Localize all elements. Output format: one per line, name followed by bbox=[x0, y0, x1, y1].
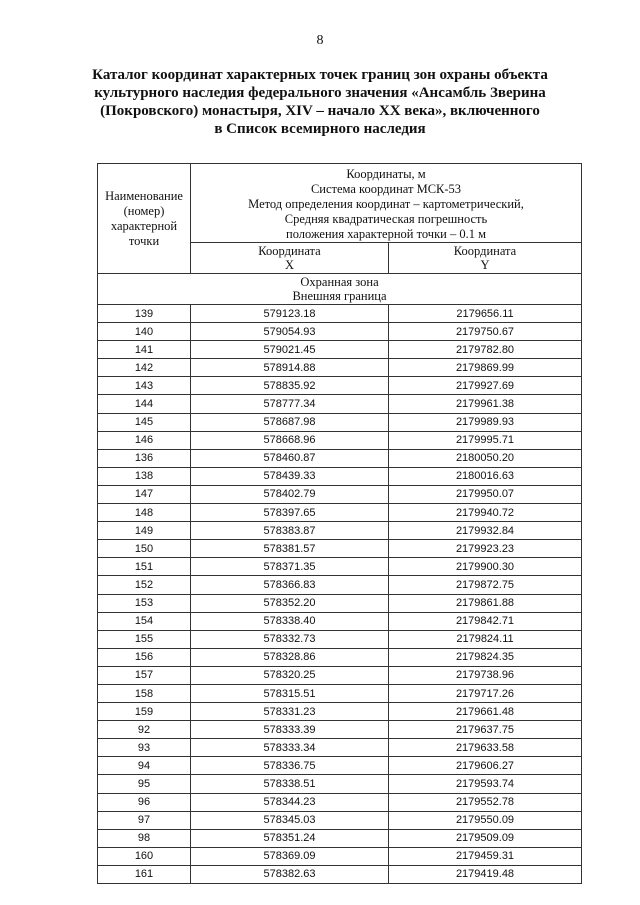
point-number-cell: 139 bbox=[98, 305, 191, 323]
point-number-cell: 138 bbox=[98, 467, 191, 485]
x-coordinate-cell: 578336.75 bbox=[191, 757, 389, 775]
table-row bbox=[98, 413, 582, 431]
y-coordinate-cell: 2179861.88 bbox=[389, 594, 582, 612]
point-number-cell: 144 bbox=[98, 395, 191, 413]
table-row bbox=[98, 739, 582, 757]
x-coordinate-cell: 578687.98 bbox=[191, 413, 389, 431]
point-name-header bbox=[98, 164, 191, 274]
y-coordinate-cell: 2179872.75 bbox=[389, 576, 582, 594]
x-coordinate-cell: 578397.65 bbox=[191, 504, 389, 522]
table-row bbox=[98, 377, 582, 395]
x-coordinate-cell: 578366.83 bbox=[191, 576, 389, 594]
point-number-cell: 148 bbox=[98, 504, 191, 522]
y-coordinate-cell: 2179738.96 bbox=[389, 666, 582, 684]
x-coordinate-cell: 578320.25 bbox=[191, 666, 389, 684]
table-row bbox=[98, 431, 582, 449]
y-coordinate-cell: 2180016.63 bbox=[389, 467, 582, 485]
x-coordinate-cell: 578668.96 bbox=[191, 431, 389, 449]
table-row bbox=[98, 666, 582, 684]
header-line: (номер) bbox=[123, 203, 165, 218]
table-row bbox=[98, 359, 582, 377]
table-row bbox=[98, 612, 582, 630]
point-number-cell: 153 bbox=[98, 594, 191, 612]
point-number-cell: 150 bbox=[98, 540, 191, 558]
header-line: Координата bbox=[453, 244, 517, 258]
y-coordinate-cell: 2179927.69 bbox=[389, 377, 582, 395]
y-coordinate-cell: 2179782.80 bbox=[389, 341, 582, 359]
point-number-cell: 95 bbox=[98, 775, 191, 793]
y-coordinate-cell: 2179989.93 bbox=[389, 413, 582, 431]
y-coordinate-cell: 2179637.75 bbox=[389, 721, 582, 739]
x-coordinate-cell: 578338.40 bbox=[191, 612, 389, 630]
header-line: Y bbox=[480, 258, 490, 272]
y-coordinate-cell: 2179950.07 bbox=[389, 485, 582, 503]
y-coordinate-cell: 2179824.11 bbox=[389, 630, 582, 648]
y-coordinate-cell: 2179717.26 bbox=[389, 684, 582, 702]
y-coordinate-cell: 2179593.74 bbox=[389, 775, 582, 793]
point-number-cell: 143 bbox=[98, 377, 191, 395]
header-line: характерной bbox=[110, 218, 178, 233]
y-coordinate-cell: 2179552.78 bbox=[389, 793, 582, 811]
y-coordinate-cell: 2179940.72 bbox=[389, 504, 582, 522]
coordinates-table bbox=[97, 163, 582, 884]
point-number-cell: 161 bbox=[98, 865, 191, 883]
title-line: культурного наследия федерального значения «Ансамбль Зверина bbox=[94, 85, 546, 101]
x-coordinate-cell: 578460.87 bbox=[191, 449, 389, 467]
x-coordinate-cell: 578344.23 bbox=[191, 793, 389, 811]
y-coordinate-cell: 2179995.71 bbox=[389, 431, 582, 449]
point-number-cell: 142 bbox=[98, 359, 191, 377]
x-coordinate-cell: 578381.57 bbox=[191, 540, 389, 558]
table-header-row bbox=[98, 164, 582, 243]
table-row bbox=[98, 703, 582, 721]
table-row bbox=[98, 630, 582, 648]
y-coordinate-cell: 2179842.71 bbox=[389, 612, 582, 630]
x-coordinate-cell: 578371.35 bbox=[191, 558, 389, 576]
zone-section-header bbox=[98, 274, 582, 305]
point-number-cell: 152 bbox=[98, 576, 191, 594]
point-number-cell: 156 bbox=[98, 648, 191, 666]
title-line: (Покровского) монастыря, XIV – начало XX века», включенного bbox=[100, 103, 540, 119]
y-column-header bbox=[389, 243, 582, 274]
x-coordinate-cell: 578345.03 bbox=[191, 811, 389, 829]
x-coordinate-cell: 578402.79 bbox=[191, 485, 389, 503]
x-coordinate-cell: 578382.63 bbox=[191, 865, 389, 883]
title-line: Каталог координат характерных точек границ зон охраны объекта bbox=[92, 67, 548, 83]
x-coordinate-cell: 578777.34 bbox=[191, 395, 389, 413]
y-coordinate-cell: 2179869.99 bbox=[389, 359, 582, 377]
y-coordinate-cell: 2179661.48 bbox=[389, 703, 582, 721]
header-line: Система координат МСК-53 bbox=[310, 181, 462, 196]
table-row bbox=[98, 684, 582, 702]
table-row bbox=[98, 558, 582, 576]
x-coordinate-cell: 578835.92 bbox=[191, 377, 389, 395]
table-row bbox=[98, 775, 582, 793]
point-number-cell: 151 bbox=[98, 558, 191, 576]
x-coordinate-cell: 578333.34 bbox=[191, 739, 389, 757]
x-coordinate-cell: 578338.51 bbox=[191, 775, 389, 793]
x-coordinate-cell: 578369.09 bbox=[191, 847, 389, 865]
point-number-cell: 154 bbox=[98, 612, 191, 630]
point-number-cell: 158 bbox=[98, 684, 191, 702]
table-row bbox=[98, 504, 582, 522]
table-row bbox=[98, 829, 582, 847]
table-row bbox=[98, 648, 582, 666]
table-row bbox=[98, 757, 582, 775]
table-row bbox=[98, 485, 582, 503]
x-coordinate-cell: 578439.33 bbox=[191, 467, 389, 485]
y-coordinate-cell: 2180050.20 bbox=[389, 449, 582, 467]
header-line: Координаты, м bbox=[346, 166, 426, 181]
point-number-cell: 159 bbox=[98, 703, 191, 721]
point-number-cell: 146 bbox=[98, 431, 191, 449]
table-row bbox=[98, 721, 582, 739]
y-coordinate-cell: 2179961.38 bbox=[389, 395, 582, 413]
table-row bbox=[98, 811, 582, 829]
point-number-cell: 92 bbox=[98, 721, 191, 739]
y-coordinate-cell: 2179656.11 bbox=[389, 305, 582, 323]
point-number-cell: 155 bbox=[98, 630, 191, 648]
x-coordinate-cell: 578331.23 bbox=[191, 703, 389, 721]
table-row bbox=[98, 865, 582, 883]
y-coordinate-cell: 2179550.09 bbox=[389, 811, 582, 829]
table-row bbox=[98, 323, 582, 341]
point-number-cell: 93 bbox=[98, 739, 191, 757]
y-coordinate-cell: 2179459.31 bbox=[389, 847, 582, 865]
point-number-cell: 141 bbox=[98, 341, 191, 359]
table-row bbox=[98, 793, 582, 811]
header-line: точки bbox=[128, 233, 160, 248]
header-line: Наименование bbox=[105, 188, 183, 203]
point-number-cell: 97 bbox=[98, 811, 191, 829]
y-coordinate-cell: 2179419.48 bbox=[389, 865, 582, 883]
x-coordinate-cell: 578351.24 bbox=[191, 829, 389, 847]
x-coordinate-cell: 578315.51 bbox=[191, 684, 389, 702]
point-number-cell: 157 bbox=[98, 666, 191, 684]
y-coordinate-cell: 2179633.58 bbox=[389, 739, 582, 757]
point-number-cell: 147 bbox=[98, 485, 191, 503]
table-row bbox=[98, 341, 582, 359]
header-line: X bbox=[284, 258, 295, 272]
table-row bbox=[98, 847, 582, 865]
x-coordinate-cell: 578328.86 bbox=[191, 648, 389, 666]
point-number-cell: 149 bbox=[98, 522, 191, 540]
y-coordinate-cell: 2179824.35 bbox=[389, 648, 582, 666]
x-coordinate-cell: 578352.20 bbox=[191, 594, 389, 612]
x-coordinate-cell: 578914.88 bbox=[191, 359, 389, 377]
table-row bbox=[98, 395, 582, 413]
point-number-cell: 145 bbox=[98, 413, 191, 431]
zone-subtitle: Внешняя граница bbox=[292, 289, 387, 303]
y-coordinate-cell: 2179923.23 bbox=[389, 540, 582, 558]
x-coordinate-cell: 579021.45 bbox=[191, 341, 389, 359]
title-line: в Список всемирного наследия bbox=[214, 121, 426, 137]
zone-section-row bbox=[98, 274, 582, 305]
point-number-cell: 160 bbox=[98, 847, 191, 865]
x-coordinate-cell: 579054.93 bbox=[191, 323, 389, 341]
y-coordinate-cell: 2179900.30 bbox=[389, 558, 582, 576]
x-coordinate-cell: 578333.39 bbox=[191, 721, 389, 739]
table-row bbox=[98, 540, 582, 558]
y-coordinate-cell: 2179932.84 bbox=[389, 522, 582, 540]
y-coordinate-cell: 2179606.27 bbox=[389, 757, 582, 775]
table-row bbox=[98, 467, 582, 485]
y-coordinate-cell: 2179509.09 bbox=[389, 829, 582, 847]
page-number: 8 bbox=[316, 33, 324, 48]
zone-title: Охранная зона bbox=[300, 275, 379, 289]
header-line: Координата bbox=[258, 244, 321, 258]
table-row bbox=[98, 576, 582, 594]
point-number-cell: 140 bbox=[98, 323, 191, 341]
document-title bbox=[70, 66, 570, 138]
x-coordinate-cell: 578383.87 bbox=[191, 522, 389, 540]
point-number-cell: 94 bbox=[98, 757, 191, 775]
header-line: Средняя квадратическая погрешность bbox=[284, 211, 488, 226]
table-row bbox=[98, 594, 582, 612]
x-coordinate-cell: 578332.73 bbox=[191, 630, 389, 648]
table-row bbox=[98, 522, 582, 540]
y-coordinate-cell: 2179750.67 bbox=[389, 323, 582, 341]
point-number-cell: 98 bbox=[98, 829, 191, 847]
header-line: Метод определения координат – картометрический, bbox=[248, 196, 524, 211]
header-line: положения характерной точки – 0.1 м bbox=[286, 226, 487, 241]
point-number-cell: 96 bbox=[98, 793, 191, 811]
coordinates-header bbox=[191, 164, 582, 243]
x-column-header bbox=[191, 243, 389, 274]
point-number-cell: 136 bbox=[98, 449, 191, 467]
x-coordinate-cell: 579123.18 bbox=[191, 305, 389, 323]
table-row bbox=[98, 449, 582, 467]
table-row bbox=[98, 305, 582, 323]
